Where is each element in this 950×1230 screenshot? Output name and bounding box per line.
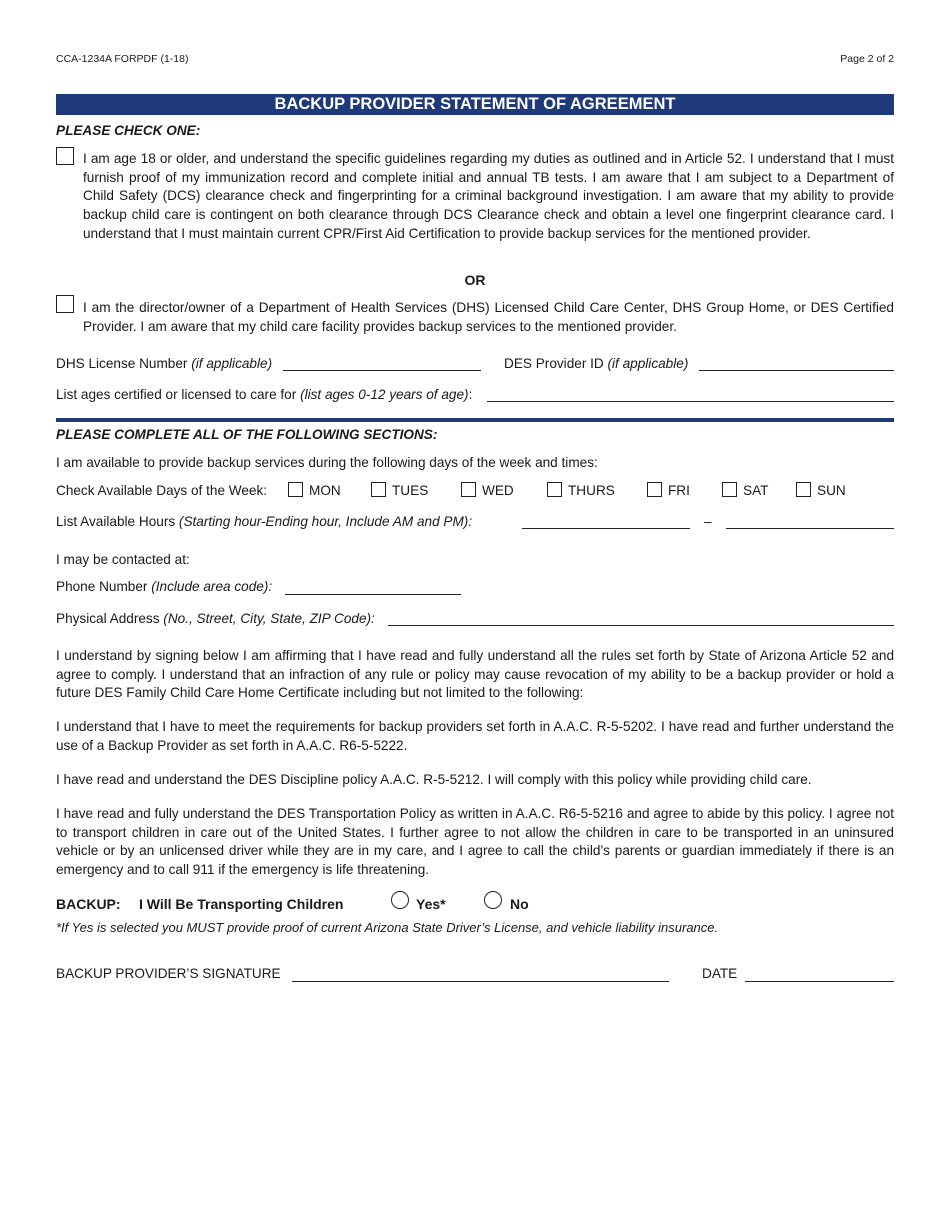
transport-backup-label: BACKUP: bbox=[56, 896, 121, 912]
day-fri[interactable] bbox=[647, 482, 690, 500]
address-note: (No., Street, City, State, ZIP Code): bbox=[163, 611, 375, 626]
hours-end-input[interactable] bbox=[726, 528, 894, 529]
paragraph-affirmation: I understand by signing below I am affirming that I have read and fully understand all the rules set forth by State of Arizona Article 52 and agree to comply. I understand that an infraction of any rule or policy may cause revocation of my ability to be a backup provider or hold a future DES Family Child Care Home Certificate including but not limited to the following: bbox=[56, 648, 894, 701]
page-number: Page 2 of 2 bbox=[840, 53, 894, 65]
address-input[interactable] bbox=[388, 625, 894, 626]
contact-intro: I may be contacted at: bbox=[56, 552, 190, 567]
day-sun-label: SUN bbox=[817, 483, 846, 498]
dhs-license-label-text: DHS License Number bbox=[56, 356, 188, 371]
transport-yes-radio[interactable] bbox=[391, 891, 409, 909]
day-thurs-checkbox[interactable] bbox=[547, 482, 562, 497]
day-mon-checkbox[interactable] bbox=[288, 482, 303, 497]
day-tues[interactable] bbox=[371, 482, 428, 500]
ages-label bbox=[56, 386, 472, 405]
day-fri-checkbox[interactable] bbox=[647, 482, 662, 497]
day-sat-checkbox[interactable] bbox=[722, 482, 737, 497]
ages-colon: : bbox=[468, 387, 473, 402]
phone-label bbox=[56, 578, 272, 597]
dhs-license-label bbox=[56, 355, 272, 374]
day-wed-label: WED bbox=[482, 483, 514, 498]
paragraph-requirements: I understand that I have to meet the requirements for backup providers set forth in A.A.C. R-5-5202. I have read and further understand the use of a Backup Provider as set forth in A.A.C. R6-5-5222. bbox=[56, 719, 894, 753]
des-provider-input[interactable] bbox=[699, 370, 894, 371]
hours-note: (Starting hour-Ending hour, Include AM and PM): bbox=[178, 514, 473, 529]
day-sat[interactable] bbox=[722, 482, 768, 500]
day-sat-label: SAT bbox=[743, 483, 769, 498]
hours-dash: – bbox=[704, 514, 712, 529]
transport-yes-label: Yes* bbox=[416, 896, 446, 912]
hours-label-text: List Available Hours bbox=[56, 514, 176, 529]
dhs-license-input[interactable] bbox=[283, 370, 481, 371]
option2-checkbox[interactable] bbox=[56, 295, 74, 313]
date-label: DATE bbox=[702, 966, 738, 981]
day-sun-checkbox[interactable] bbox=[796, 482, 811, 497]
ages-note: (list ages 0-12 years of age) bbox=[300, 387, 469, 402]
day-tues-checkbox[interactable] bbox=[371, 482, 386, 497]
signature-label: BACKUP PROVIDER’S SIGNATURE bbox=[56, 966, 281, 981]
transport-footnote: *If Yes is selected you MUST provide proof of current Arizona State Driver’s License, and vehicle liability insurance. bbox=[56, 920, 719, 935]
phone-note: (Include area code): bbox=[151, 579, 273, 594]
option2-text: I am the director/owner of a Department of Health Services (DHS) Licensed Child Care Center, DHS Group Home, or DES Certified Provider. I am aware that my child care facility provides backup services to the mentioned provider. bbox=[83, 300, 894, 334]
paragraph-transportation: I have read and fully understand the DES Transportation Policy as written in A.A.C. R6-5-5216 and agree to abide by this policy. I agree not to transport children in care out of the United States. I further agree to not allow the children in care to be transported in an uninsured vehicle or by an unlicensed driver while they are in my care, and I agree to call the child’s parents or guardian immediately if there is an emergency and to call 911 if the emergency is life threatening. bbox=[56, 806, 894, 878]
complete-sections-heading: PLEASE COMPLETE ALL OF THE FOLLOWING SECTIONS: bbox=[56, 427, 438, 442]
option1-text: I am age 18 or older, and understand the specific guidelines regarding my duties as outlined and in Article 52. I understand that I must furnish proof of my immunization record and complete initial and annual TB tests. I am aware that I am subject to a Department of Child Safety (DCS) clearance check and fingerprinting for a criminal background investigation. I am aware that my ability to provide backup child care is contingent on both clearance through DCS Clearance check and obtain a level one fingerprint clearance card. I understand that I must maintain current CPR/First Aid Certification to provide backup services for the mentioned provider. bbox=[83, 151, 894, 241]
day-thurs[interactable] bbox=[547, 482, 615, 500]
hours-label bbox=[56, 513, 472, 532]
transport-no-radio[interactable] bbox=[484, 891, 502, 909]
des-provider-note: (if applicable) bbox=[607, 356, 689, 371]
option1-checkbox[interactable] bbox=[56, 147, 74, 165]
available-intro: I am available to provide backup services during the following days of the week and times: bbox=[56, 455, 598, 470]
day-mon[interactable] bbox=[288, 482, 341, 500]
day-wed[interactable] bbox=[461, 482, 514, 500]
form-id: CCA-1234A FORPDF (1-18) bbox=[56, 53, 189, 65]
day-wed-checkbox[interactable] bbox=[461, 482, 476, 497]
phone-input[interactable] bbox=[285, 594, 461, 595]
day-fri-label: FRI bbox=[668, 483, 690, 498]
form-title: BACKUP PROVIDER STATEMENT OF AGREEMENT bbox=[56, 94, 894, 115]
phone-label-text: Phone Number bbox=[56, 579, 148, 594]
transport-question: I Will Be Transporting Children bbox=[139, 896, 344, 912]
ages-input[interactable] bbox=[487, 401, 894, 402]
day-thurs-label: THURS bbox=[568, 483, 615, 498]
day-tues-label: TUES bbox=[392, 483, 429, 498]
des-provider-label-text: DES Provider ID bbox=[504, 356, 604, 371]
check-one-heading: PLEASE CHECK ONE: bbox=[56, 123, 201, 138]
hours-start-input[interactable] bbox=[522, 528, 690, 529]
transport-no-label: No bbox=[510, 896, 529, 912]
ages-label-text: List ages certified or licensed to care for bbox=[56, 387, 297, 402]
section-divider bbox=[56, 418, 894, 422]
address-label-text: Physical Address bbox=[56, 611, 160, 626]
signature-input[interactable] bbox=[292, 981, 669, 982]
des-provider-label bbox=[504, 355, 688, 374]
or-separator: OR bbox=[464, 272, 486, 288]
address-label bbox=[56, 610, 375, 629]
date-input[interactable] bbox=[745, 981, 894, 982]
day-mon-label: MON bbox=[309, 483, 341, 498]
day-sun[interactable] bbox=[796, 482, 846, 500]
dhs-license-note: (if applicable) bbox=[191, 356, 273, 371]
paragraph-discipline: I have read and understand the DES Discipline policy A.A.C. R-5-5212. I will comply with this policy while providing child care. bbox=[56, 772, 812, 787]
days-label: Check Available Days of the Week: bbox=[56, 483, 268, 498]
